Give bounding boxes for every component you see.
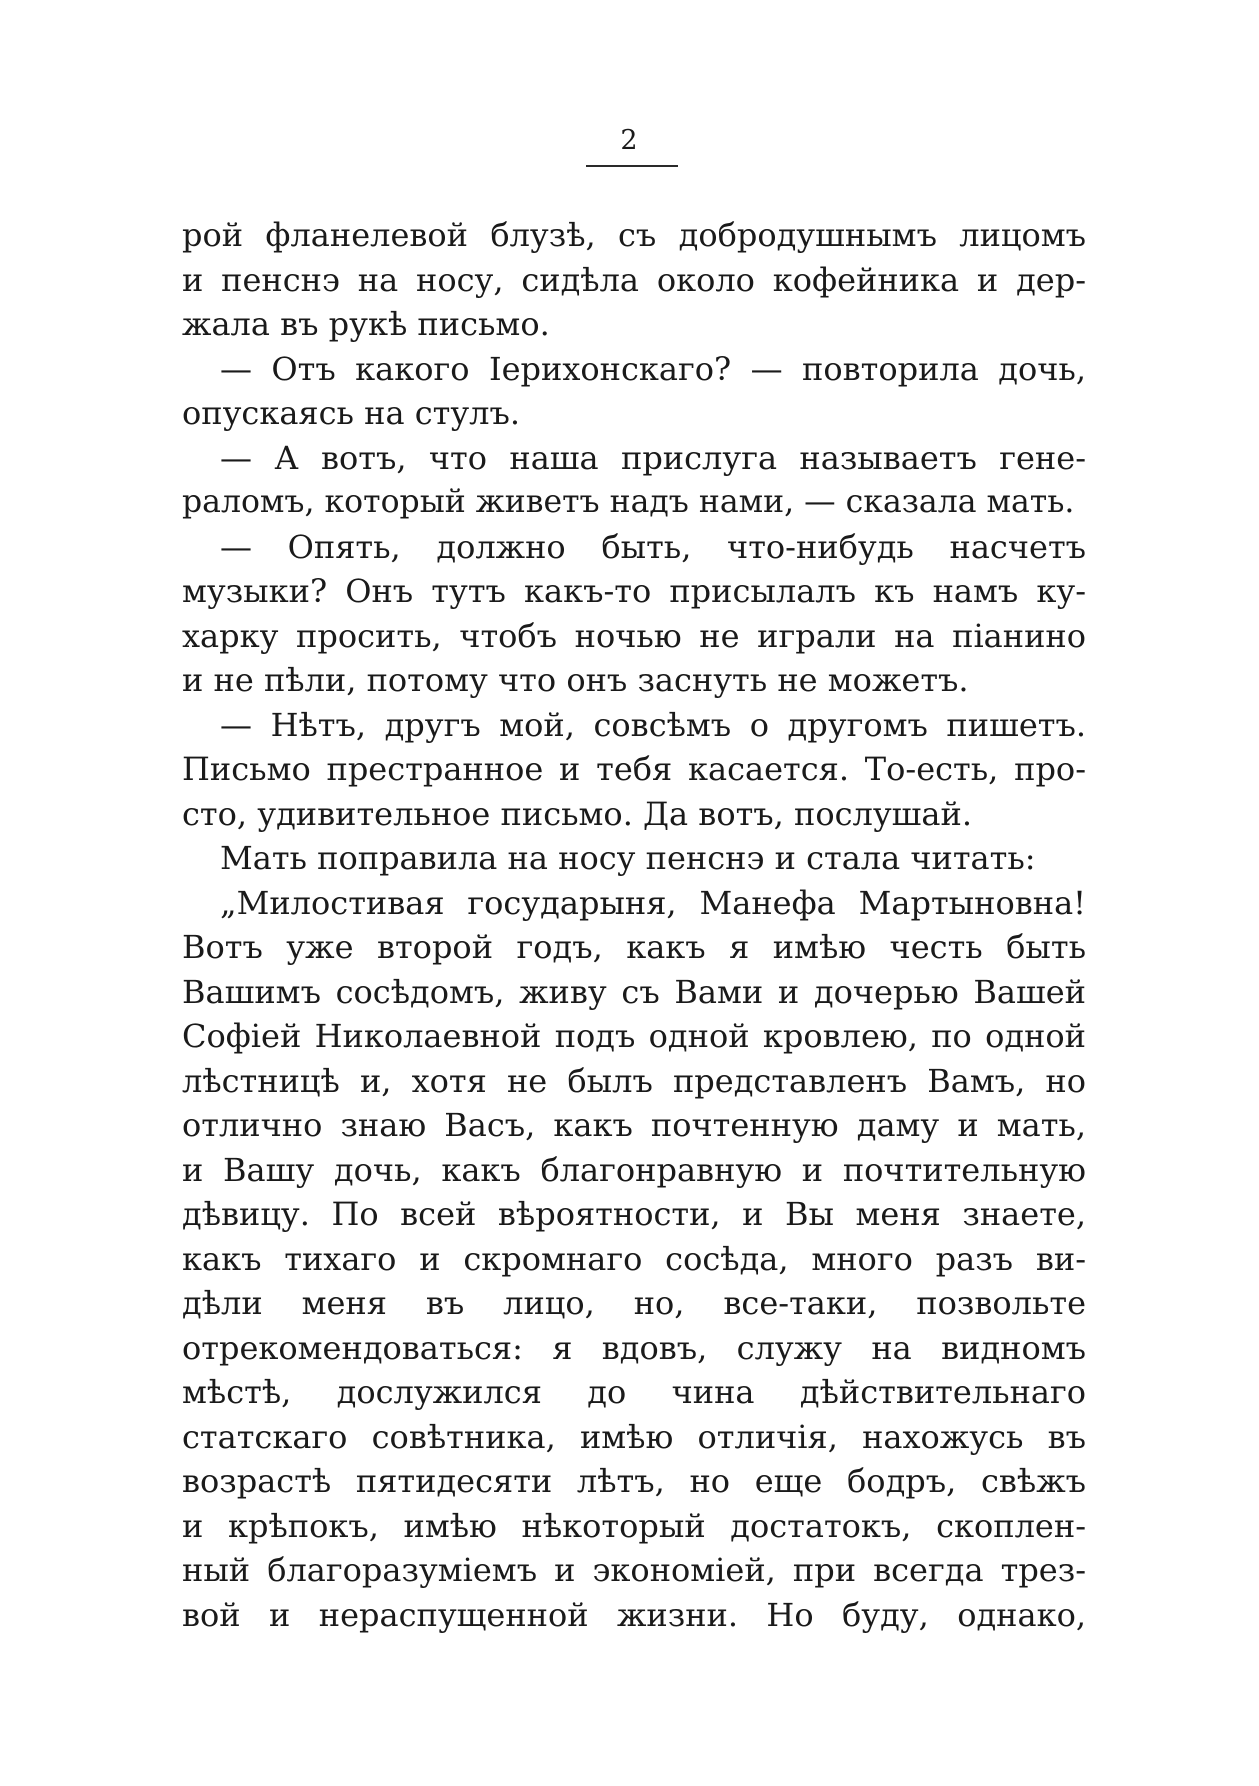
text-line: Вотъ уже второй годъ, какъ я имѣю честь быть: [182, 928, 1086, 966]
text-line: — Опять, должно быть, что-нибудь насчетъ: [220, 527, 1086, 566]
text-line: Мать поправила на носу пенснэ и стала читать:: [220, 839, 1036, 877]
text-line: ный благоразуміемъ и экономіей, при всегда трез-: [182, 1551, 1086, 1589]
page-number: 2: [620, 125, 639, 156]
text-line: какъ тихаго и скромнаго сосѣда, много разъ ви-: [182, 1239, 1086, 1278]
text-line: дѣвицу. По всей вѣроятности, и Вы меня знаете,: [182, 1195, 1086, 1233]
text-line: и крѣпокъ, имѣю нѣкоторый достатокъ, скоплен-: [182, 1506, 1086, 1545]
text-line: возрастѣ пятидесяти лѣтъ, но еще бодръ, свѣжъ: [182, 1462, 1086, 1500]
text-line: харку просить, чтобъ ночью не играли на піанино: [182, 616, 1086, 655]
text-line: и пенснэ на носу, сидѣла около кофейника и дер-: [182, 260, 1086, 299]
header-rule: [586, 165, 678, 167]
text-line: лѣстницѣ и, хотя не былъ представленъ Вамъ, но: [182, 1061, 1086, 1100]
text-line: и Вашу дочь, какъ благонравную и почтительную: [182, 1150, 1086, 1189]
text-line: Вашимъ сосѣдомъ, живу съ Вами и дочерью Вашей: [182, 972, 1086, 1011]
text-line: „Милостивая государыня, Манефа Мартыновна!: [220, 883, 1086, 922]
text-line: раломъ, который живетъ надъ нами, — сказала мать.: [182, 484, 1075, 520]
text-line: дѣли меня въ лицо, но, все-таки, позвольте: [182, 1284, 1086, 1322]
text-line: Софіей Николаевной подъ одной кровлею, по одной: [182, 1017, 1086, 1055]
text-line: Письмо престранное и тебя касается. То-есть, про-: [182, 750, 1086, 788]
text-line: сто, удивительное письмо. Да вотъ, послушай.: [182, 794, 972, 833]
text-line: опускаясь на стулъ.: [182, 394, 521, 432]
text-line: и не пѣли, потому что онъ заснуть не можетъ.: [182, 661, 969, 699]
text-line: вой и нераспущенной жизни. Но буду, однако,: [182, 1595, 1086, 1634]
text-line: — Нѣтъ, другъ мой, совсѣмъ о другомъ пишетъ.: [220, 705, 1086, 744]
text-line: — А вотъ, что наша прислуга называетъ гене-: [220, 438, 1086, 477]
text-line: отлично знаю Васъ, какъ почтенную даму и мать,: [182, 1106, 1086, 1144]
text-line: музыки? Онъ тутъ какъ-то присылалъ къ намъ ку-: [182, 572, 1086, 610]
text-line: рой фланелевой блузѣ, съ добродушнымъ лицомъ: [182, 216, 1086, 254]
body-text: [182, 213, 1086, 1637]
text-line: — Отъ какого Іерихонскаго? — повторила дочь,: [220, 349, 1086, 388]
text-line: мѣстѣ, дослужился до чина дѣйствительнаго: [182, 1373, 1086, 1411]
text-line: статскаго совѣтника, имѣю отличія, нахожусь въ: [182, 1417, 1086, 1456]
text-line: жала въ рукѣ письмо.: [182, 305, 550, 343]
text-line: отрекомендоваться: я вдовъ, служу на видномъ: [182, 1328, 1086, 1367]
